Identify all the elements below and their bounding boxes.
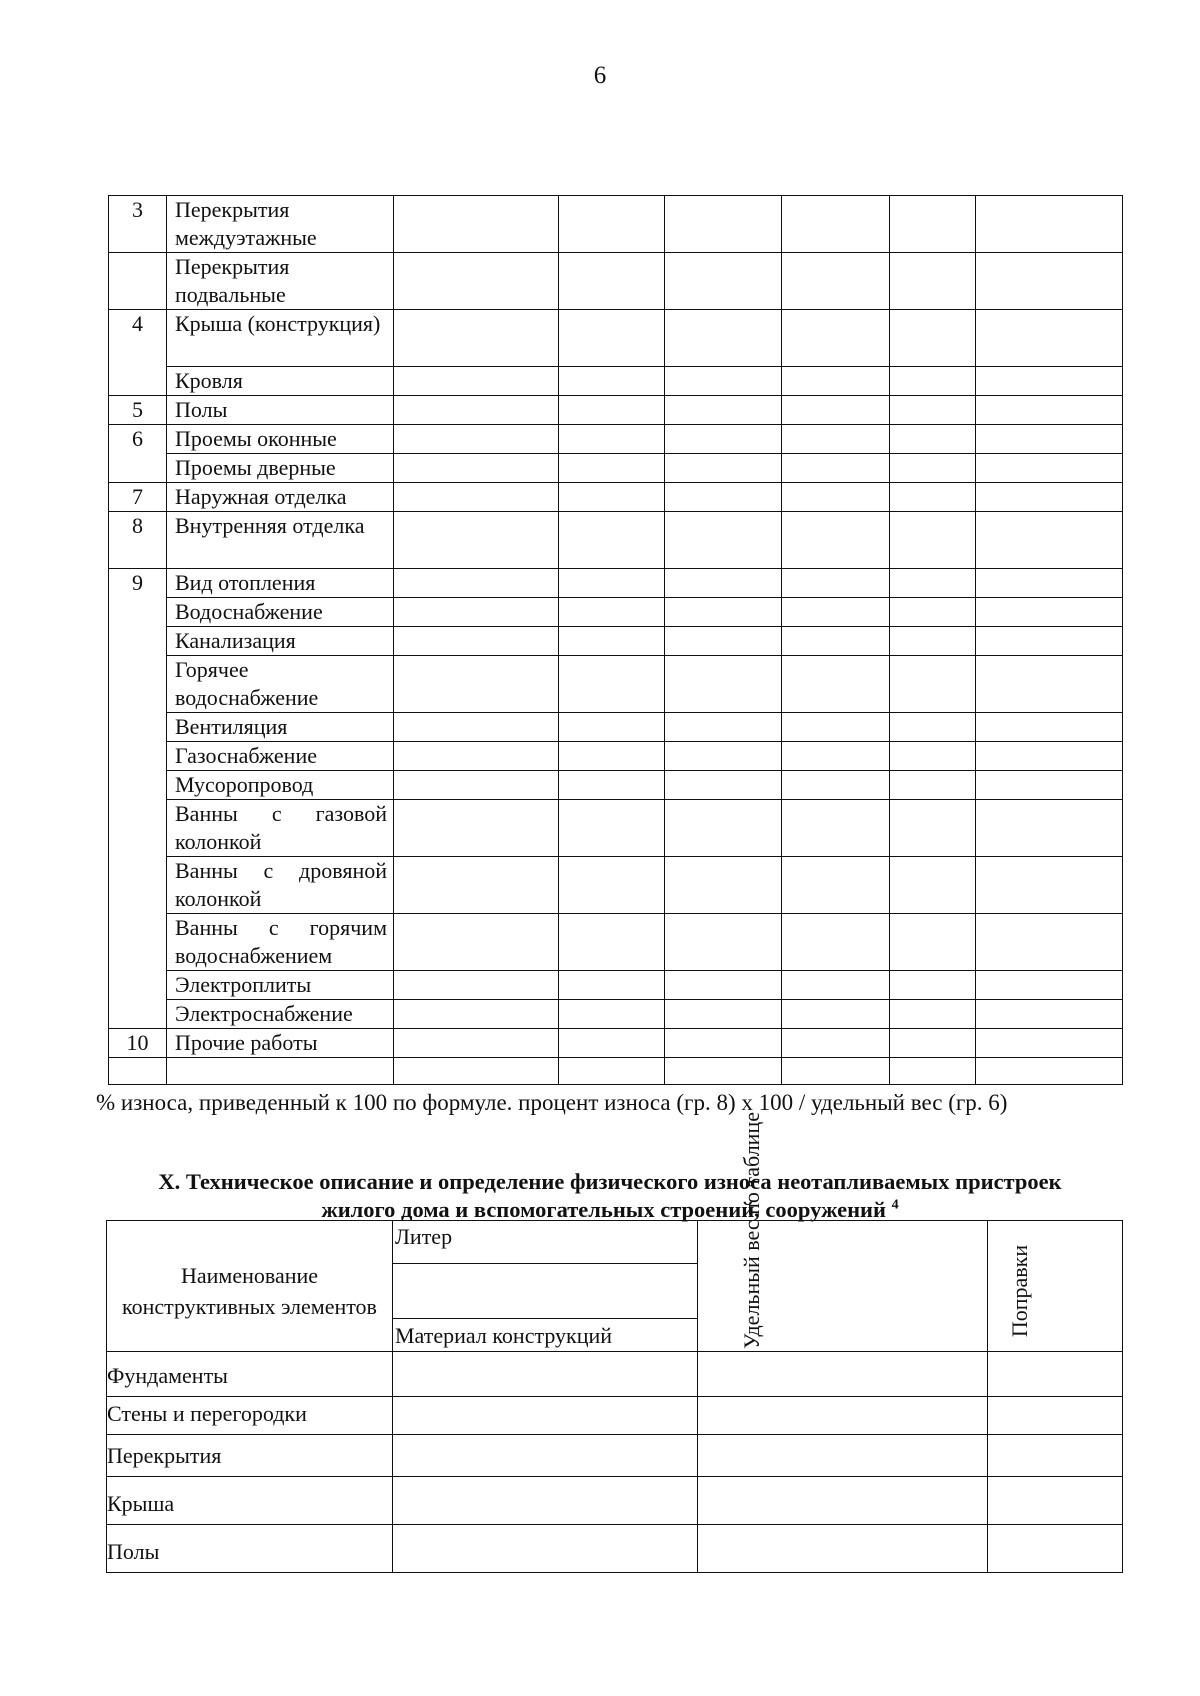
row-number — [109, 367, 167, 396]
cell — [782, 713, 890, 742]
cell — [782, 627, 890, 656]
cell — [782, 1029, 890, 1058]
cell — [890, 800, 976, 857]
cell — [559, 1058, 665, 1085]
cell — [394, 971, 559, 1000]
row-label: Крыша (конструкция) — [167, 310, 394, 367]
cell — [394, 656, 559, 713]
cell — [394, 771, 559, 800]
cell — [393, 1352, 698, 1397]
cell — [782, 454, 890, 483]
cell — [394, 627, 559, 656]
cell — [698, 1477, 988, 1525]
cell — [394, 253, 559, 310]
cell — [559, 310, 665, 367]
table-row — [109, 367, 1123, 396]
table-row — [109, 771, 1123, 800]
row-label: Полы — [107, 1525, 393, 1573]
cell — [394, 569, 559, 598]
row-number — [109, 454, 167, 483]
cell — [559, 771, 665, 800]
cell — [665, 569, 782, 598]
cell — [976, 512, 1123, 569]
cell — [665, 656, 782, 713]
cell — [665, 196, 782, 253]
table-row — [109, 483, 1123, 512]
row-number: 10 — [109, 1029, 167, 1058]
row-number: 4 — [109, 310, 167, 367]
cell — [393, 1435, 698, 1477]
cell — [665, 1000, 782, 1029]
cell — [782, 971, 890, 1000]
cell — [890, 454, 976, 483]
cell — [976, 483, 1123, 512]
cell — [559, 425, 665, 454]
formula-note: % износа, приведенный к 100 по формуле. процент износа (гр. 8) х 100 / удельный вес (гр. 6) — [96, 1090, 1008, 1115]
cell — [559, 656, 665, 713]
cell — [976, 656, 1123, 713]
cell — [890, 771, 976, 800]
row-label: Стены и перегородки — [107, 1397, 393, 1435]
cell — [890, 857, 976, 914]
cell — [976, 1000, 1123, 1029]
cell — [665, 1058, 782, 1085]
header-material: Материал конструкций — [395, 1323, 613, 1348]
table-row — [109, 857, 1123, 914]
row-number — [109, 914, 167, 971]
cell — [890, 396, 976, 425]
cell — [976, 1058, 1123, 1085]
cell — [394, 512, 559, 569]
table-row — [107, 1477, 1123, 1525]
cell — [665, 857, 782, 914]
row-number — [109, 253, 167, 310]
cell — [976, 425, 1123, 454]
table-row — [107, 1525, 1123, 1573]
cell — [976, 627, 1123, 656]
table-row — [109, 598, 1123, 627]
cell — [890, 483, 976, 512]
cell — [890, 914, 976, 971]
row-label: Перекрытия подвальные — [167, 253, 394, 310]
cell — [782, 367, 890, 396]
cell — [559, 971, 665, 1000]
row-label: Вентиляция — [167, 713, 394, 742]
cell — [782, 1058, 890, 1085]
cell — [988, 1435, 1123, 1477]
cell — [698, 1397, 988, 1435]
cell — [109, 1058, 167, 1085]
row-number: 9 — [109, 569, 167, 598]
cell — [394, 742, 559, 771]
cell — [890, 253, 976, 310]
cell — [890, 196, 976, 253]
header-liter-material — [393, 1221, 698, 1352]
row-label: Кровля — [167, 367, 394, 396]
cell — [665, 512, 782, 569]
row-number: 6 — [109, 425, 167, 454]
row-number — [109, 627, 167, 656]
cell — [890, 367, 976, 396]
cell — [665, 627, 782, 656]
table-row — [109, 1000, 1123, 1029]
cell — [559, 857, 665, 914]
cell — [559, 512, 665, 569]
cell — [782, 914, 890, 971]
row-label: Ванны с дровяной колонкой — [167, 857, 394, 914]
cell — [698, 1525, 988, 1573]
cell — [665, 396, 782, 425]
cell — [665, 771, 782, 800]
row-number: 3 — [109, 196, 167, 253]
cell — [665, 425, 782, 454]
cell — [782, 196, 890, 253]
row-label: Горячее водоснабжение — [167, 656, 394, 713]
cell — [782, 512, 890, 569]
cell — [559, 1029, 665, 1058]
cell — [976, 771, 1123, 800]
header-liter-blank — [393, 1264, 697, 1319]
header-name: Наименование конструктивных элементов — [107, 1221, 393, 1352]
row-label: Полы — [167, 396, 394, 425]
row-number — [109, 771, 167, 800]
row-number — [109, 656, 167, 713]
cell — [394, 1058, 559, 1085]
row-number — [109, 1000, 167, 1029]
row-label: Наружная отделка — [167, 483, 394, 512]
table-row — [109, 627, 1123, 656]
cell — [394, 598, 559, 627]
cell — [890, 742, 976, 771]
cell — [559, 800, 665, 857]
table-row — [109, 1029, 1123, 1058]
cell — [559, 196, 665, 253]
cell — [394, 396, 559, 425]
table-row — [109, 569, 1123, 598]
page-number: 6 — [593, 62, 607, 89]
table-row — [109, 800, 1123, 857]
row-number — [109, 971, 167, 1000]
cell — [394, 196, 559, 253]
table-row — [109, 512, 1123, 569]
cell — [665, 800, 782, 857]
cell — [665, 1029, 782, 1058]
cell — [559, 598, 665, 627]
cell — [698, 1352, 988, 1397]
cell — [976, 253, 1123, 310]
cell — [559, 367, 665, 396]
cell — [782, 598, 890, 627]
table-row — [107, 1435, 1123, 1477]
cell — [394, 310, 559, 367]
table-row — [109, 253, 1123, 310]
cell — [393, 1525, 698, 1573]
row-label: Фундаменты — [107, 1352, 393, 1397]
footnote-mark: 4 — [891, 1197, 899, 1213]
wear-table — [108, 195, 1123, 1085]
table-row — [109, 971, 1123, 1000]
cell — [665, 483, 782, 512]
cell — [782, 483, 890, 512]
row-label: Водоснабжение — [167, 598, 394, 627]
row-number: 8 — [109, 512, 167, 569]
cell — [890, 598, 976, 627]
row-number: 7 — [109, 483, 167, 512]
cell — [665, 971, 782, 1000]
cell — [976, 857, 1123, 914]
row-number — [109, 598, 167, 627]
cell — [782, 569, 890, 598]
cell — [890, 1058, 976, 1085]
cell — [559, 1000, 665, 1029]
table-row — [109, 656, 1123, 713]
table-row — [109, 742, 1123, 771]
cell — [782, 396, 890, 425]
cell — [976, 454, 1123, 483]
cell — [976, 396, 1123, 425]
cell — [976, 971, 1123, 1000]
cell — [394, 1029, 559, 1058]
cell — [976, 196, 1123, 253]
cell — [976, 800, 1123, 857]
cell — [890, 713, 976, 742]
cell — [890, 425, 976, 454]
cell — [394, 367, 559, 396]
cell — [167, 1058, 394, 1085]
table-row — [109, 454, 1123, 483]
row-label: Проемы оконные — [167, 425, 394, 454]
header-weight-cell — [698, 1112, 988, 1352]
cell — [394, 1000, 559, 1029]
row-label: Электроплиты — [167, 971, 394, 1000]
cell — [394, 914, 559, 971]
cell — [559, 627, 665, 656]
cell — [393, 1477, 698, 1525]
row-number — [109, 800, 167, 857]
row-label: Прочие работы — [167, 1029, 394, 1058]
cell — [890, 310, 976, 367]
table-row — [109, 914, 1123, 971]
header-corrections-cell — [988, 1221, 1123, 1352]
cell — [665, 914, 782, 971]
section-title-text: жилого дома и вспомогательных строений, сооружений — [321, 1197, 886, 1222]
section-title-line1: X. Техническое описание и определение физического износа неотапливаемых пристроек — [158, 1169, 1062, 1194]
row-label: Крыша — [107, 1477, 393, 1525]
cell — [782, 771, 890, 800]
cell — [988, 1477, 1123, 1525]
header-weight: Удельный вес по таблице — [739, 1112, 764, 1349]
cell — [890, 512, 976, 569]
cell — [782, 857, 890, 914]
cell — [559, 253, 665, 310]
row-number — [109, 857, 167, 914]
cell — [976, 1029, 1123, 1058]
cell — [890, 569, 976, 598]
cell — [665, 454, 782, 483]
cell — [698, 1435, 988, 1477]
cell — [394, 857, 559, 914]
cell — [559, 454, 665, 483]
cell — [559, 569, 665, 598]
cell — [988, 1397, 1123, 1435]
table-row — [109, 713, 1123, 742]
cell — [394, 454, 559, 483]
cell — [976, 367, 1123, 396]
cell — [976, 569, 1123, 598]
cell — [393, 1397, 698, 1435]
cell — [782, 310, 890, 367]
table-row — [109, 196, 1123, 253]
row-label: Электроснабжение — [167, 1000, 394, 1029]
cell — [394, 425, 559, 454]
cell — [890, 627, 976, 656]
cell — [665, 742, 782, 771]
row-label: Проемы дверные — [167, 454, 394, 483]
cell — [394, 800, 559, 857]
cell — [976, 310, 1123, 367]
table-row — [109, 425, 1123, 454]
cell — [559, 713, 665, 742]
cell — [559, 483, 665, 512]
row-label: Ванны с газовой колонкой — [167, 800, 394, 857]
row-label: Ванны с горячим водоснабжением — [167, 914, 394, 971]
cell — [782, 1000, 890, 1029]
row-label: Внутренняя отделка — [167, 512, 394, 569]
cell — [976, 598, 1123, 627]
cell — [890, 1000, 976, 1029]
cell — [782, 425, 890, 454]
row-number: 5 — [109, 396, 167, 425]
row-label: Мусоропровод — [167, 771, 394, 800]
header-corrections: Поправки — [1007, 1244, 1032, 1338]
cell — [394, 713, 559, 742]
row-label: Канализация — [167, 627, 394, 656]
row-label: Перекрытия междуэтажные — [167, 196, 394, 253]
cell — [665, 713, 782, 742]
table-row — [109, 396, 1123, 425]
row-label: Перекрытия — [107, 1435, 393, 1477]
cell — [782, 742, 890, 771]
cell — [782, 656, 890, 713]
cell — [559, 742, 665, 771]
table-row — [109, 310, 1123, 367]
cell — [394, 483, 559, 512]
cell — [665, 253, 782, 310]
cell — [890, 656, 976, 713]
row-number — [109, 742, 167, 771]
row-number — [109, 713, 167, 742]
cell — [782, 800, 890, 857]
cell — [976, 742, 1123, 771]
cell — [976, 713, 1123, 742]
cell — [782, 253, 890, 310]
cell — [890, 1029, 976, 1058]
cell — [988, 1352, 1123, 1397]
cell — [559, 914, 665, 971]
table-header-row — [107, 1221, 1123, 1352]
cell — [976, 914, 1123, 971]
cell — [665, 598, 782, 627]
row-label: Вид отопления — [167, 569, 394, 598]
row-label: Газоснабжение — [167, 742, 394, 771]
cell — [559, 396, 665, 425]
table-row — [107, 1352, 1123, 1397]
cell — [665, 310, 782, 367]
table-row — [109, 1058, 1123, 1085]
cell — [988, 1525, 1123, 1573]
section-title — [95, 1168, 1125, 1224]
cell — [665, 367, 782, 396]
cell — [890, 971, 976, 1000]
table-row — [107, 1397, 1123, 1435]
header-liter: Литер — [393, 1221, 697, 1264]
